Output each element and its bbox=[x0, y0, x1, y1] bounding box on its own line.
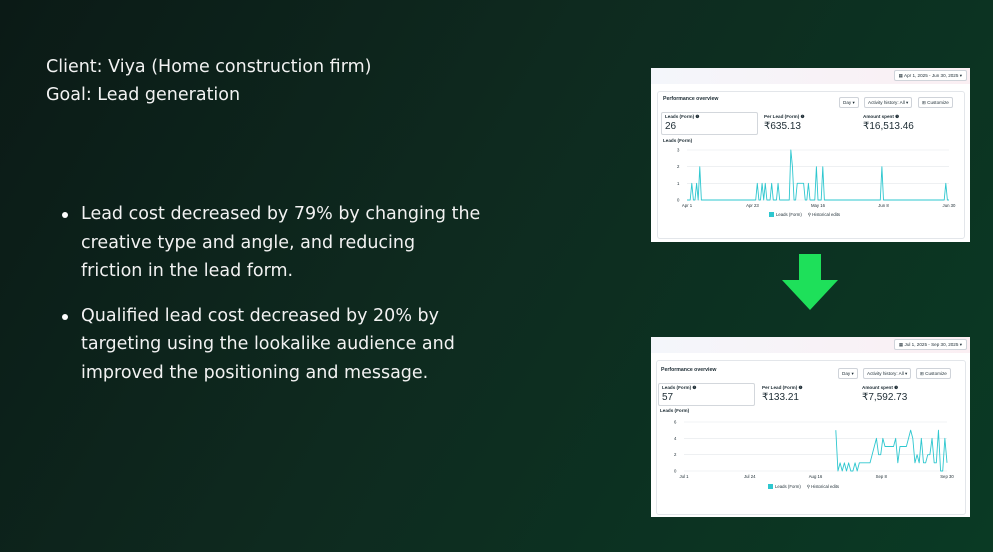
series-line bbox=[687, 150, 949, 200]
bullet-line: creative type and angle, and reducing bbox=[81, 232, 416, 253]
day-select[interactable]: Day ▾ bbox=[838, 368, 858, 379]
down-arrow-icon bbox=[781, 254, 839, 312]
client-line: Client: Viya (Home construction firm) bbox=[46, 57, 372, 77]
legend-swatch-icon bbox=[768, 484, 773, 489]
legend-swatch-icon bbox=[769, 212, 774, 217]
metric-value: ₹133.21 bbox=[762, 392, 799, 403]
bullet-line: Qualified lead cost decreased by 20% by bbox=[81, 305, 439, 326]
chart-legend bbox=[768, 484, 839, 490]
results-list bbox=[62, 200, 532, 403]
x-tick-label: Apr 1 bbox=[681, 203, 693, 208]
y-tick-label: 3 bbox=[677, 147, 680, 153]
panel-title: Performance overview bbox=[661, 367, 717, 373]
customize-button[interactable]: ⊞ Customize bbox=[916, 368, 951, 379]
y-tick-label: 1 bbox=[677, 180, 680, 186]
x-tick-label: Aug 16 bbox=[808, 474, 823, 479]
legend-historical-edits[interactable]: ⚲ Historical edits bbox=[806, 484, 840, 489]
metric-value: ₹7,592.73 bbox=[862, 392, 908, 403]
customize-button[interactable]: ⊞ Customize bbox=[918, 97, 953, 108]
date-range-button[interactable]: ▦ Jul 1, 2025 - Sep 30, 2025 ▾ bbox=[894, 339, 967, 350]
bullet-line: friction in the lead form. bbox=[81, 261, 294, 281]
metric-value: ₹16,513.46 bbox=[863, 121, 914, 132]
legend-historical-edits[interactable]: ⚲ Historical edits bbox=[807, 212, 841, 217]
y-tick-label: 2 bbox=[674, 452, 677, 458]
after-performance-screenshot bbox=[651, 337, 970, 517]
metric-label: Amount spent ❶ bbox=[863, 114, 900, 119]
metric-value: 57 bbox=[662, 392, 674, 403]
metric-label: Per Lead (Form) ❶ bbox=[762, 385, 803, 390]
chart-legend bbox=[769, 212, 840, 218]
metric-value: 26 bbox=[665, 121, 677, 132]
panel-title: Performance overview bbox=[663, 96, 719, 102]
before-performance-screenshot bbox=[651, 68, 970, 242]
list-item bbox=[62, 302, 532, 388]
intro-block bbox=[46, 53, 371, 109]
activity-history-select[interactable]: Activity history: All ▾ bbox=[864, 97, 912, 108]
chart-title: Leads (Form) bbox=[663, 138, 693, 143]
x-tick-label: Jun 8 bbox=[878, 203, 889, 208]
metric-label: Amount spent ❶ bbox=[862, 385, 899, 390]
bullet-line: improved the positioning and message. bbox=[81, 362, 429, 383]
metric-label: Leads (Form) ❶ bbox=[665, 114, 700, 119]
bullet-line: targeting using the lookalike audience and bbox=[81, 334, 455, 354]
goal-line: Goal: Lead generation bbox=[46, 85, 241, 105]
date-range-button[interactable]: ▦ Apr 1, 2025 - Jun 30, 2025 ▾ bbox=[894, 70, 967, 81]
y-tick-label: 6 bbox=[674, 419, 677, 425]
x-tick-label: Jul 1 bbox=[679, 474, 689, 479]
legend-series-label: Leads (Form) bbox=[776, 212, 802, 217]
y-tick-label: 2 bbox=[677, 164, 680, 170]
metric-label: Leads (Form) ❶ bbox=[662, 385, 697, 390]
bullet-dot-icon bbox=[62, 212, 68, 218]
x-tick-label: Apr 23 bbox=[746, 203, 759, 208]
y-tick-label: 4 bbox=[674, 435, 677, 441]
bullet-dot-icon bbox=[62, 314, 68, 320]
series-line bbox=[836, 430, 947, 471]
leads-line-chart bbox=[651, 337, 970, 517]
day-select[interactable]: Day ▾ bbox=[839, 97, 859, 108]
x-tick-label: Sep 8 bbox=[875, 474, 887, 479]
chart-title: Leads (Form) bbox=[660, 408, 690, 413]
x-tick-label: May 16 bbox=[810, 203, 826, 208]
y-tick-label: 0 bbox=[677, 197, 680, 203]
x-tick-label: Jul 24 bbox=[744, 474, 756, 479]
x-tick-label: Jun 30 bbox=[942, 203, 956, 208]
bullet-line: Lead cost decreased by 79% by changing the bbox=[81, 204, 481, 224]
metric-label: Per Lead (Form) ❶ bbox=[764, 114, 805, 119]
legend-series-label: Leads (Form) bbox=[775, 484, 801, 489]
x-tick-label: Sep 30 bbox=[940, 474, 954, 479]
activity-history-select[interactable]: Activity history: All ▾ bbox=[863, 368, 911, 379]
list-item bbox=[62, 200, 532, 286]
metric-value: ₹635.13 bbox=[764, 121, 801, 132]
y-tick-label: 0 bbox=[674, 468, 677, 474]
